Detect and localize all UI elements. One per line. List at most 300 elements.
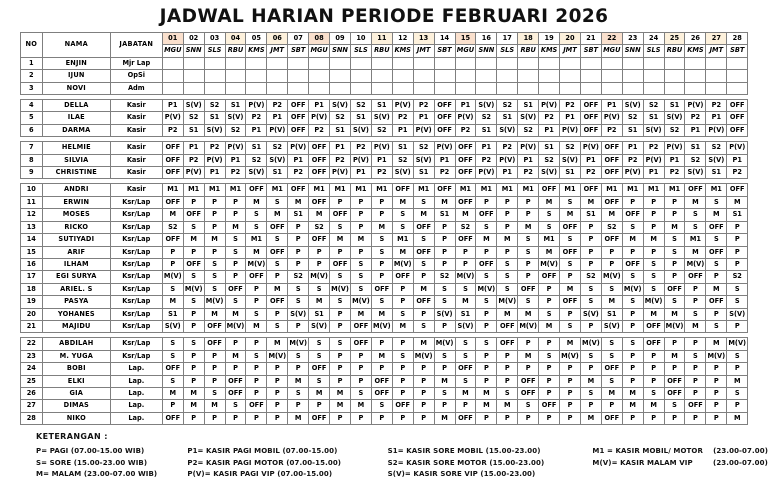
shift-cell-off[interactable]: OFF [204, 320, 225, 332]
shift-cell[interactable]: P2 [539, 112, 560, 124]
shift-cell[interactable]: P1 [455, 100, 476, 112]
shift-cell[interactable]: S [183, 296, 204, 308]
shift-cell[interactable] [455, 57, 476, 69]
shift-cell[interactable] [434, 57, 455, 69]
shift-cell[interactable]: S1 [371, 100, 392, 112]
shift-cell-off[interactable]: OFF [664, 387, 685, 399]
shift-cell[interactable]: S [643, 271, 664, 283]
shift-cell[interactable]: P(V) [497, 154, 518, 166]
shift-cell[interactable]: M1 [476, 184, 497, 196]
shift-cell[interactable]: M1 [267, 184, 288, 196]
shift-cell[interactable]: P [350, 221, 371, 233]
shift-cell[interactable]: P [664, 412, 685, 424]
shift-cell[interactable]: P [288, 258, 309, 270]
shift-cell[interactable]: S [434, 283, 455, 295]
shift-cell[interactable]: P2 [225, 167, 246, 179]
shift-cell[interactable]: S2 [371, 124, 392, 136]
shift-cell[interactable]: P(V) [246, 100, 267, 112]
shift-cell[interactable] [539, 82, 560, 94]
shift-cell[interactable]: P1 [706, 112, 727, 124]
shift-cell[interactable]: P [497, 221, 518, 233]
shift-cell[interactable]: P [204, 363, 225, 375]
shift-cell[interactable] [162, 57, 183, 69]
shift-cell[interactable]: M [288, 412, 309, 424]
shift-cell[interactable]: P(V) [643, 154, 664, 166]
shift-cell-off[interactable]: OFF [267, 246, 288, 258]
shift-cell[interactable]: P [434, 258, 455, 270]
shift-cell[interactable]: S1 [309, 308, 330, 320]
shift-cell[interactable]: P [560, 375, 581, 387]
shift-cell[interactable] [183, 70, 204, 82]
shift-cell[interactable]: P [664, 209, 685, 221]
shift-cell-off[interactable]: OFF [246, 271, 267, 283]
shift-cell[interactable]: S [162, 338, 183, 350]
shift-cell[interactable]: S [413, 320, 434, 332]
shift-cell[interactable]: M(V) [183, 283, 204, 295]
shift-cell[interactable]: S [350, 387, 371, 399]
shift-cell[interactable]: P [643, 363, 664, 375]
shift-cell[interactable]: M [371, 221, 392, 233]
shift-cell[interactable]: P [476, 320, 497, 332]
shift-cell[interactable] [413, 82, 434, 94]
shift-cell[interactable] [371, 57, 392, 69]
shift-cell[interactable]: P [643, 196, 664, 208]
shift-cell[interactable] [225, 70, 246, 82]
shift-cell[interactable]: P [580, 234, 601, 246]
shift-cell-off[interactable]: OFF [455, 142, 476, 154]
shift-cell[interactable]: P [685, 283, 706, 295]
shift-cell[interactable] [350, 57, 371, 69]
shift-cell[interactable]: P [622, 412, 643, 424]
shift-cell[interactable]: M(V) [539, 258, 560, 270]
shift-cell[interactable]: P [601, 246, 622, 258]
shift-cell[interactable]: S [309, 283, 330, 295]
shift-cell[interactable]: P [580, 400, 601, 412]
shift-cell[interactable]: M [350, 234, 371, 246]
shift-cell[interactable]: S2 [580, 271, 601, 283]
shift-cell[interactable]: P1 [664, 154, 685, 166]
shift-cell-off[interactable]: OFF [497, 320, 518, 332]
shift-cell[interactable] [580, 57, 601, 69]
shift-cell[interactable]: M [664, 221, 685, 233]
shift-cell[interactable]: M [497, 308, 518, 320]
shift-cell[interactable]: P [727, 363, 748, 375]
shift-cell-off[interactable]: OFF [350, 320, 371, 332]
shift-cell[interactable]: M [350, 400, 371, 412]
shift-cell[interactable]: S(V) [539, 167, 560, 179]
shift-cell[interactable] [622, 82, 643, 94]
shift-cell-off[interactable]: OFF [601, 154, 622, 166]
shift-cell[interactable]: P [371, 338, 392, 350]
shift-cell[interactable]: S [622, 271, 643, 283]
shift-cell[interactable]: P [643, 209, 664, 221]
shift-cell-off[interactable]: OFF [497, 338, 518, 350]
shift-cell[interactable]: S1 [622, 124, 643, 136]
shift-cell[interactable]: P [643, 350, 664, 362]
shift-cell[interactable]: P [204, 350, 225, 362]
shift-cell[interactable] [560, 57, 581, 69]
shift-cell[interactable] [455, 70, 476, 82]
shift-cell[interactable]: S [539, 308, 560, 320]
shift-cell[interactable] [727, 57, 748, 69]
shift-cell[interactable]: P [539, 296, 560, 308]
shift-cell[interactable]: M1 [330, 184, 351, 196]
shift-cell[interactable]: M [643, 308, 664, 320]
shift-cell[interactable] [309, 70, 330, 82]
shift-cell[interactable] [183, 57, 204, 69]
shift-cell[interactable]: P [664, 338, 685, 350]
shift-cell[interactable]: P [267, 375, 288, 387]
shift-cell[interactable]: M [392, 246, 413, 258]
shift-cell[interactable]: P1 [413, 112, 434, 124]
shift-cell[interactable]: S [476, 271, 497, 283]
shift-cell-off[interactable]: OFF [162, 196, 183, 208]
shift-cell[interactable]: P [497, 412, 518, 424]
shift-cell-off[interactable]: OFF [664, 375, 685, 387]
shift-cell[interactable] [267, 57, 288, 69]
shift-cell[interactable]: P [288, 400, 309, 412]
shift-cell[interactable]: P [476, 412, 497, 424]
shift-cell-off[interactable]: OFF [413, 221, 434, 233]
shift-cell[interactable]: P [580, 363, 601, 375]
shift-cell[interactable]: P [685, 338, 706, 350]
shift-cell[interactable]: P1 [288, 154, 309, 166]
shift-cell[interactable]: P2 [350, 142, 371, 154]
shift-cell[interactable]: P [497, 375, 518, 387]
shift-cell[interactable]: S [330, 338, 351, 350]
shift-cell[interactable] [392, 70, 413, 82]
shift-cell[interactable] [371, 70, 392, 82]
shift-cell-off[interactable]: OFF [580, 124, 601, 136]
shift-cell-off[interactable]: OFF [518, 387, 539, 399]
shift-cell-off[interactable]: OFF [350, 338, 371, 350]
shift-cell[interactable]: S [183, 338, 204, 350]
shift-cell[interactable] [497, 70, 518, 82]
shift-cell[interactable]: P [706, 400, 727, 412]
shift-cell[interactable]: S1 [288, 209, 309, 221]
shift-cell[interactable]: S(V) [371, 112, 392, 124]
shift-cell-off[interactable]: OFF [601, 167, 622, 179]
shift-cell[interactable]: M [246, 320, 267, 332]
shift-cell[interactable]: P [183, 350, 204, 362]
shift-cell[interactable]: S [727, 296, 748, 308]
shift-cell-off[interactable]: OFF [309, 234, 330, 246]
shift-cell[interactable]: S2 [727, 271, 748, 283]
shift-cell[interactable]: M(V) [601, 271, 622, 283]
shift-cell[interactable]: S [183, 221, 204, 233]
shift-cell[interactable]: S1 [601, 308, 622, 320]
shift-cell[interactable]: S2 [560, 142, 581, 154]
shift-cell[interactable] [413, 57, 434, 69]
shift-cell[interactable]: S [162, 375, 183, 387]
shift-cell[interactable]: M [622, 387, 643, 399]
shift-cell[interactable]: P [727, 246, 748, 258]
shift-cell[interactable]: P [643, 375, 664, 387]
shift-cell[interactable]: S2 [225, 124, 246, 136]
shift-cell[interactable]: P [685, 296, 706, 308]
shift-cell[interactable]: S1 [727, 209, 748, 221]
shift-cell-off[interactable]: OFF [539, 400, 560, 412]
shift-cell[interactable]: P [204, 221, 225, 233]
shift-cell[interactable]: M [706, 209, 727, 221]
shift-cell[interactable]: P [350, 412, 371, 424]
shift-cell[interactable]: P [371, 271, 392, 283]
shift-cell[interactable] [225, 57, 246, 69]
shift-cell[interactable]: S1 [434, 209, 455, 221]
shift-cell[interactable]: M [601, 296, 622, 308]
shift-cell[interactable]: P1 [371, 154, 392, 166]
shift-cell[interactable]: S [706, 320, 727, 332]
shift-cell[interactable]: M1 [643, 184, 664, 196]
shift-cell[interactable]: P [476, 363, 497, 375]
shift-cell[interactable]: P [246, 296, 267, 308]
shift-cell[interactable]: S2 [183, 112, 204, 124]
shift-cell-off[interactable]: OFF [162, 142, 183, 154]
shift-cell[interactable] [455, 82, 476, 94]
shift-cell[interactable] [162, 70, 183, 82]
shift-cell[interactable] [309, 82, 330, 94]
shift-cell[interactable]: S [518, 234, 539, 246]
shift-cell[interactable] [664, 82, 685, 94]
shift-cell[interactable]: S(V) [246, 167, 267, 179]
shift-cell[interactable]: P1 [392, 124, 413, 136]
shift-cell[interactable]: P [413, 363, 434, 375]
shift-cell[interactable]: P [204, 196, 225, 208]
shift-cell[interactable] [183, 82, 204, 94]
shift-cell[interactable]: M [309, 209, 330, 221]
shift-cell[interactable]: M1 [350, 184, 371, 196]
shift-cell[interactable]: P [183, 196, 204, 208]
shift-cell[interactable]: P [225, 209, 246, 221]
shift-cell[interactable]: P [350, 196, 371, 208]
shift-cell[interactable]: P [371, 363, 392, 375]
shift-cell[interactable]: M [706, 283, 727, 295]
shift-cell[interactable]: M [664, 350, 685, 362]
shift-cell[interactable]: M [225, 221, 246, 233]
shift-cell[interactable]: P [539, 412, 560, 424]
shift-cell[interactable]: P2 [476, 154, 497, 166]
shift-cell[interactable]: M1 [664, 184, 685, 196]
shift-cell[interactable]: P [267, 400, 288, 412]
shift-cell[interactable]: M1 [246, 234, 267, 246]
shift-cell[interactable]: S [601, 375, 622, 387]
shift-cell[interactable]: P [539, 387, 560, 399]
shift-cell[interactable]: M [392, 196, 413, 208]
shift-cell[interactable] [727, 70, 748, 82]
shift-cell[interactable]: M [434, 375, 455, 387]
shift-cell[interactable]: S(V) [288, 308, 309, 320]
shift-cell[interactable]: P [183, 375, 204, 387]
shift-cell[interactable]: P1 [267, 112, 288, 124]
shift-cell[interactable] [539, 57, 560, 69]
shift-cell[interactable] [350, 70, 371, 82]
shift-cell[interactable]: P [330, 412, 351, 424]
shift-cell[interactable]: P2 [685, 112, 706, 124]
shift-cell[interactable]: S(V) [476, 100, 497, 112]
shift-cell[interactable] [204, 57, 225, 69]
shift-cell-off[interactable]: OFF [476, 258, 497, 270]
shift-cell[interactable] [664, 57, 685, 69]
shift-cell[interactable]: P [664, 363, 685, 375]
shift-cell-off[interactable]: OFF [580, 184, 601, 196]
shift-cell[interactable] [434, 82, 455, 94]
shift-cell-off[interactable]: OFF [309, 154, 330, 166]
shift-cell[interactable]: P2 [434, 167, 455, 179]
shift-cell[interactable] [392, 57, 413, 69]
shift-cell[interactable]: P [518, 271, 539, 283]
shift-cell[interactable]: P [580, 246, 601, 258]
shift-cell-off[interactable]: OFF [601, 412, 622, 424]
shift-cell[interactable]: P [664, 271, 685, 283]
shift-cell[interactable]: S(V) [434, 308, 455, 320]
shift-cell[interactable]: M [685, 320, 706, 332]
shift-cell[interactable]: S1 [204, 112, 225, 124]
shift-cell[interactable]: P [518, 363, 539, 375]
shift-cell[interactable]: P [434, 234, 455, 246]
shift-cell[interactable]: M [497, 234, 518, 246]
shift-cell[interactable]: P1 [601, 100, 622, 112]
shift-cell[interactable]: S [392, 308, 413, 320]
shift-cell[interactable]: P [371, 196, 392, 208]
shift-cell[interactable]: M(V) [267, 350, 288, 362]
shift-cell[interactable]: P [288, 246, 309, 258]
shift-cell[interactable]: P2 [518, 167, 539, 179]
shift-cell[interactable]: M [330, 234, 351, 246]
shift-cell-off[interactable]: OFF [309, 363, 330, 375]
shift-cell[interactable]: S2 [539, 154, 560, 166]
shift-cell[interactable]: S [706, 196, 727, 208]
shift-cell[interactable]: P [288, 221, 309, 233]
shift-cell[interactable] [204, 70, 225, 82]
shift-cell[interactable] [706, 70, 727, 82]
shift-cell[interactable]: P [706, 412, 727, 424]
shift-cell-off[interactable]: OFF [225, 283, 246, 295]
shift-cell[interactable]: P2 [560, 100, 581, 112]
shift-cell-off[interactable]: OFF [162, 363, 183, 375]
shift-cell[interactable]: S1 [664, 100, 685, 112]
shift-cell-off[interactable]: OFF [601, 234, 622, 246]
shift-cell[interactable]: S2 [330, 112, 351, 124]
shift-cell[interactable]: P [204, 246, 225, 258]
shift-cell-off[interactable]: OFF [434, 112, 455, 124]
shift-cell[interactable]: S2 [622, 112, 643, 124]
shift-cell[interactable]: S [162, 350, 183, 362]
shift-cell[interactable]: M [685, 246, 706, 258]
shift-cell[interactable]: S [601, 338, 622, 350]
shift-cell-off[interactable]: OFF [727, 100, 748, 112]
shift-cell-off[interactable]: OFF [309, 167, 330, 179]
shift-cell[interactable]: S(V) [392, 167, 413, 179]
shift-cell[interactable]: S [560, 196, 581, 208]
shift-cell[interactable]: S [622, 221, 643, 233]
shift-cell-off[interactable]: OFF [225, 387, 246, 399]
shift-cell[interactable]: P [309, 246, 330, 258]
shift-cell[interactable]: P1 [225, 154, 246, 166]
shift-cell[interactable]: S(V) [601, 320, 622, 332]
shift-cell[interactable]: M [371, 308, 392, 320]
shift-cell[interactable]: P [330, 246, 351, 258]
shift-cell[interactable]: S [497, 387, 518, 399]
shift-cell-off[interactable]: OFF [622, 209, 643, 221]
shift-cell[interactable]: S [288, 283, 309, 295]
shift-cell[interactable]: M(V) [664, 320, 685, 332]
shift-cell[interactable]: P2 [183, 154, 204, 166]
shift-cell[interactable]: P [643, 221, 664, 233]
shift-cell[interactable]: P [225, 363, 246, 375]
shift-cell[interactable]: P [434, 320, 455, 332]
shift-cell[interactable]: P [392, 387, 413, 399]
shift-cell[interactable]: P [560, 271, 581, 283]
shift-cell[interactable]: M1 [518, 184, 539, 196]
shift-cell[interactable]: S [330, 296, 351, 308]
shift-cell[interactable]: P(V) [330, 167, 351, 179]
shift-cell-off[interactable]: OFF [706, 296, 727, 308]
shift-cell[interactable] [643, 57, 664, 69]
shift-cell[interactable]: S1 [455, 308, 476, 320]
shift-cell[interactable]: M(V) [560, 350, 581, 362]
shift-cell-off[interactable]: OFF [162, 412, 183, 424]
shift-cell[interactable]: M(V) [246, 258, 267, 270]
shift-cell[interactable]: M(V) [225, 320, 246, 332]
shift-cell[interactable]: S1 [580, 209, 601, 221]
shift-cell[interactable]: P1 [622, 142, 643, 154]
shift-cell[interactable] [622, 70, 643, 82]
shift-cell-off[interactable]: OFF [246, 184, 267, 196]
shift-cell[interactable]: P [539, 363, 560, 375]
shift-cell[interactable]: S [309, 338, 330, 350]
shift-cell[interactable]: M [685, 196, 706, 208]
shift-cell[interactable]: P [225, 196, 246, 208]
shift-cell-off[interactable]: OFF [601, 196, 622, 208]
shift-cell[interactable]: S(V) [267, 154, 288, 166]
shift-cell[interactable]: S [539, 221, 560, 233]
shift-cell[interactable]: P [643, 412, 664, 424]
shift-cell[interactable]: P [685, 387, 706, 399]
shift-cell-off[interactable]: OFF [392, 271, 413, 283]
shift-cell[interactable]: P [392, 363, 413, 375]
shift-cell[interactable]: S2 [267, 142, 288, 154]
shift-cell[interactable] [664, 70, 685, 82]
shift-cell[interactable]: M [183, 234, 204, 246]
shift-cell[interactable]: S [685, 350, 706, 362]
shift-cell[interactable]: M [162, 387, 183, 399]
shift-cell[interactable]: S2 [706, 142, 727, 154]
shift-cell[interactable]: P(V) [455, 112, 476, 124]
shift-cell[interactable]: M [622, 400, 643, 412]
shift-cell[interactable]: P1 [246, 124, 267, 136]
shift-cell[interactable]: M1 [183, 184, 204, 196]
shift-cell[interactable]: M1 [455, 184, 476, 196]
shift-cell-off[interactable]: OFF [225, 375, 246, 387]
shift-cell[interactable]: M1 [225, 184, 246, 196]
shift-cell[interactable]: M1 [560, 184, 581, 196]
shift-cell[interactable]: M [539, 320, 560, 332]
shift-cell[interactable]: M(V) [350, 296, 371, 308]
shift-cell[interactable]: M [309, 387, 330, 399]
shift-cell[interactable]: P(V) [580, 142, 601, 154]
shift-cell[interactable]: P [371, 258, 392, 270]
shift-cell[interactable]: P2 [664, 167, 685, 179]
shift-cell[interactable]: S [455, 283, 476, 295]
shift-cell-off[interactable]: OFF [267, 296, 288, 308]
shift-cell[interactable]: M [225, 350, 246, 362]
shift-cell[interactable] [162, 82, 183, 94]
shift-cell[interactable]: S [350, 271, 371, 283]
shift-cell[interactable]: S [727, 350, 748, 362]
shift-cell[interactable]: S [413, 234, 434, 246]
shift-cell[interactable]: M [476, 387, 497, 399]
shift-cell[interactable]: M(V) [685, 258, 706, 270]
